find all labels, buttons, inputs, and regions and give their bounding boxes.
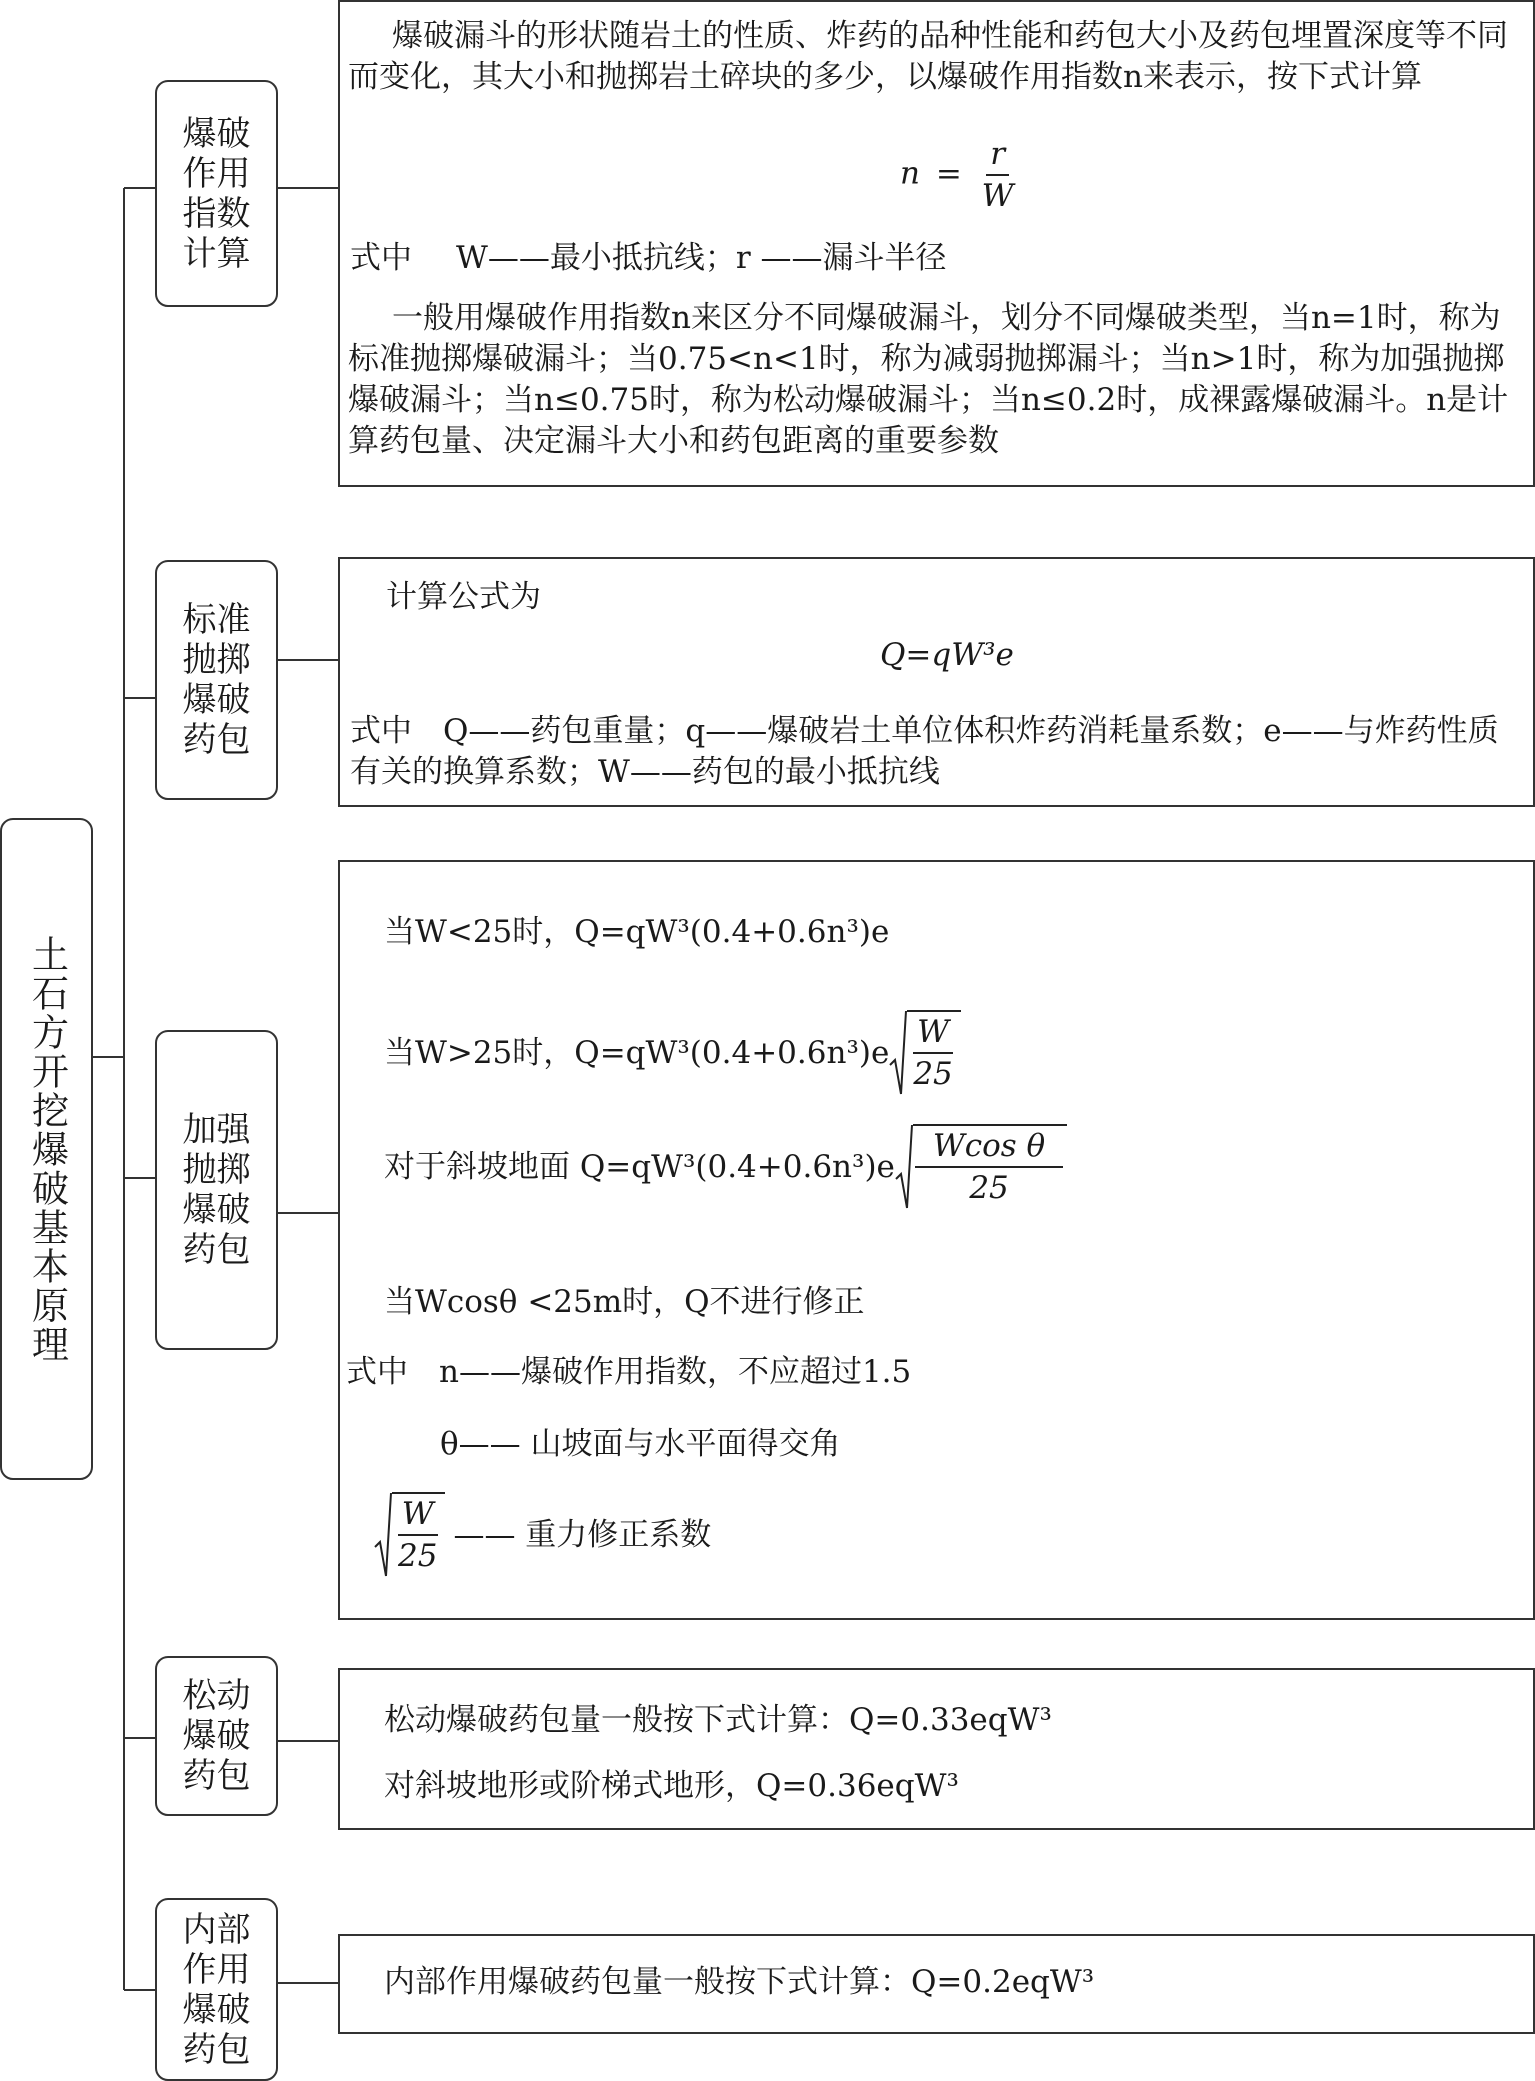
radical-sign-icon xyxy=(889,1010,907,1096)
content-box-enhanced-throw xyxy=(338,860,1535,1620)
formula-line-1: 松动爆破药包量一般按下式计算：Q=0.33eqW³ xyxy=(384,1702,1052,1738)
content-box-blasting-index xyxy=(338,0,1535,487)
fraction-numerator: r xyxy=(986,134,1009,176)
formula-line-2 xyxy=(384,1010,961,1096)
where-term-r: r ——漏斗半径 xyxy=(735,240,947,276)
branch-node-loosening xyxy=(155,1656,278,1816)
formula-line-3 xyxy=(384,1124,1067,1210)
formula-text: 当W>25时，Q=qW³(0.4+0.6n³)e xyxy=(384,1034,890,1071)
formula-line-1: 内部作用爆破药包量一般按下式计算：Q=0.2eqW³ xyxy=(384,1964,1095,2000)
radical-sign-icon xyxy=(895,1124,913,1210)
sqrt-expression xyxy=(889,1010,960,1096)
formula-n xyxy=(900,134,1018,216)
content-box-loosening xyxy=(338,1668,1535,1830)
root-node xyxy=(0,818,93,1480)
formula-line-4: 当Wcosθ <25m时，Q不进行修正 xyxy=(384,1284,865,1320)
branch-node-internal xyxy=(155,1898,278,2081)
formula-line-7 xyxy=(374,1492,711,1578)
where-text: 式中 Q——药包重量；q——爆破岩土单位体积炸药消耗量系数；e——与炸药性质有关的换算系数；W——药包的最小抵抗线 xyxy=(350,713,1499,790)
root-label: 土石方开挖爆破基本原理 xyxy=(25,934,69,1364)
fraction-numerator: Wcos θ xyxy=(915,1126,1063,1168)
fraction-denominator: 25 xyxy=(398,1538,438,1574)
formula-text: 对于斜坡地面 Q=qW³(0.4+0.6n³)e xyxy=(384,1148,895,1185)
branch-node-enhanced-throw xyxy=(155,1030,278,1350)
branch-node-blasting-index xyxy=(155,80,278,307)
fraction xyxy=(978,134,1018,216)
formula-line-5: 式中 n——爆破作用指数，不应超过1.5 xyxy=(346,1354,912,1390)
intro-text: 计算公式为 xyxy=(386,579,541,615)
fraction-numerator: W xyxy=(398,1494,438,1536)
branch-label: 内部作用爆破药包 xyxy=(182,1909,251,2070)
formula-text: —— 重力修正系数 xyxy=(453,1516,712,1553)
sqrt-expression xyxy=(895,1124,1067,1210)
content-box-internal xyxy=(338,1934,1535,2034)
content-box-standard-throw xyxy=(338,557,1535,807)
branch-label: 爆破作用指数计算 xyxy=(182,113,251,274)
formula-line-1: 当W<25时，Q=qW³(0.4+0.6n³)e xyxy=(384,914,890,950)
explain-text: 一般用爆破作用指数n来区分不同爆破漏斗，划分不同爆破类型，当n=1时，称为标准抛掷爆破漏斗；当0.75<n<1时，称为减弱抛掷漏斗；当n>1时，称为加强抛掷爆破漏斗；当n≤0.75时，称为松动爆破漏斗；当n≤0.2时，成裸露爆破漏斗。n是计算药包量、决定漏斗大小和药包距离的重要参数 xyxy=(348,300,1509,459)
radical-sign-icon xyxy=(374,1492,392,1578)
formula-eq: = xyxy=(935,155,962,192)
formula-line-6: θ—— 山坡面与水平面得交角 xyxy=(440,1426,841,1462)
branch-node-standard-throw xyxy=(155,560,278,800)
fraction-numerator: W xyxy=(913,1012,953,1054)
branch-label: 加强抛掷爆破药包 xyxy=(182,1110,251,1270)
where-prefix: 式中 xyxy=(350,240,412,276)
fraction-denominator: 25 xyxy=(969,1170,1009,1206)
formula-lhs: n xyxy=(900,155,920,192)
formula-q: Q=qW³e xyxy=(880,637,1014,673)
fraction-denominator: W xyxy=(981,178,1014,214)
formula-line-2: 对斜坡地形或阶梯式地形，Q=0.36eqW³ xyxy=(384,1768,959,1804)
sqrt-expression xyxy=(374,1492,445,1578)
branch-label: 松动爆破药包 xyxy=(182,1676,251,1796)
branch-label: 标准抛掷爆破药包 xyxy=(182,600,251,760)
where-line xyxy=(350,238,947,279)
fraction-denominator: 25 xyxy=(913,1056,953,1092)
intro-text: 爆破漏斗的形状随岩土的性质、炸药的品种性能和药包大小及药包埋置深度等不同而变化，其大小和抛掷岩土碎块的多少，以爆破作用指数n来表示，按下式计算 xyxy=(348,18,1508,95)
where-term-w: W——最小抵抗线； xyxy=(456,240,736,276)
